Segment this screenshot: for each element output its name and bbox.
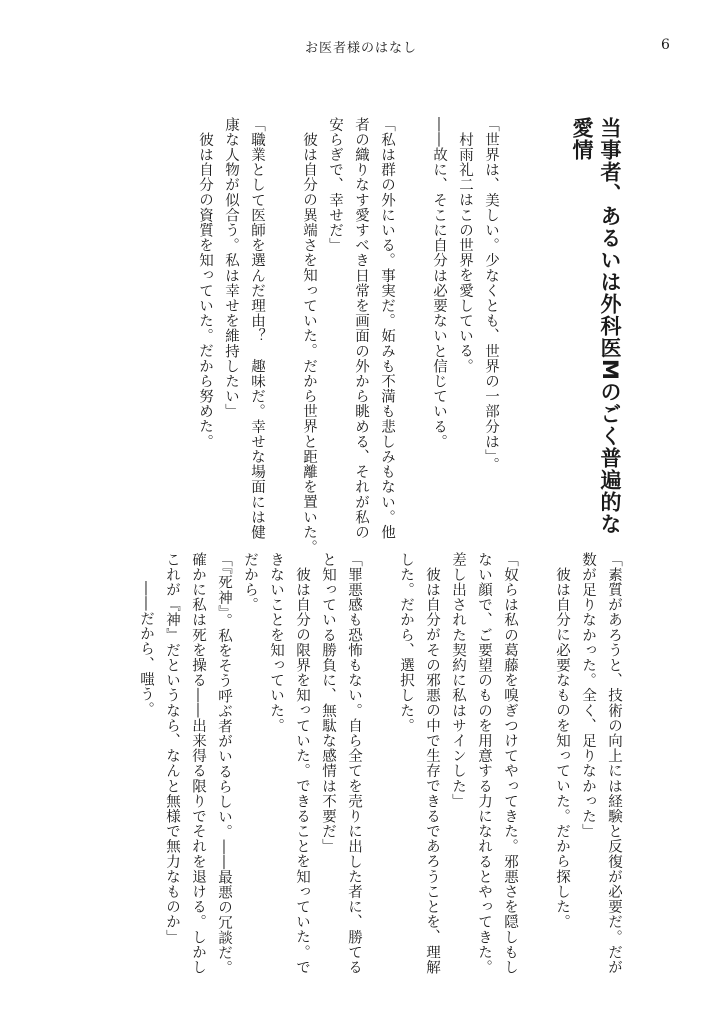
chapter-heading-line-1: 当事者、あるいは外科医Mのごく普遍的な: [598, 117, 622, 535]
text-line: 「世界は、美しい。少なくとも、世界の一部分は」。: [483, 117, 499, 473]
text-line: 安らぎで、幸せだ」: [327, 117, 343, 253]
text-line: だから。: [242, 552, 258, 613]
text-line: 「素質があろうと、技術の向上には経験と反復が必要だ。だが: [606, 552, 622, 975]
running-header-title: お医者様のはなし: [304, 41, 417, 56]
text-line: 彼は自分の異端さを知っていた。だから世界と距離を置いた。: [301, 131, 317, 555]
text-line: きないことを知っていた。: [268, 552, 284, 734]
text-line: 「職業として医師を選んだ理由？ 趣味だ。幸せな場面には健: [249, 117, 265, 540]
blank-line: [523, 552, 549, 972]
text-line: 康な人物が似合う。私は幸せを維持したい」: [223, 117, 239, 419]
text-line: と知っている勝負に、無駄な感情は不要だ」: [320, 552, 336, 854]
text-line: 「私は群の外にいる。事実だ。妬みも不満も悲しみもない。他: [379, 117, 395, 540]
page-number: 6: [661, 37, 670, 53]
text-line: ――だから、嗤う。: [138, 581, 154, 717]
text-line: 「『死神』。私をそう呼ぶ者がいるらしい。――最悪の冗談だ。: [216, 552, 232, 976]
text-line: 「罪悪感も恐怖もない。自ら全てを売りに出した者に、勝てる: [346, 552, 362, 975]
chapter-heading: [568, 117, 624, 535]
text-line: 彼は自分の資質を知っていた。だから努めた。: [197, 131, 213, 449]
text-line: 者の織りなす愛すべき日常を画面の外から眺める、それが私の: [353, 117, 369, 540]
text-line: ない顔で、ご要望のものを用意する力になれるとやってきた。: [476, 552, 492, 975]
text-line: 彼は自分に必要なものを知っていた。だから探した。: [554, 566, 570, 929]
text-line: 差し出された契約に私はサインした」: [450, 552, 466, 809]
blank-line: [367, 552, 393, 972]
text-line: これが『神』だというなら、なんと無様で無力なものか」: [164, 552, 180, 945]
blank-line: [270, 117, 296, 522]
chapter-heading-line-2: 愛情: [570, 117, 594, 161]
text-line: 村雨礼二はこの世界を愛している。: [457, 131, 473, 374]
text-line: 彼は自分がその邪悪の中で生存できるであろうことを、理解: [424, 566, 440, 975]
text-line: した。だから、選択した。: [398, 552, 414, 734]
blank-line: [400, 117, 426, 522]
lower-text-block: [133, 552, 627, 976]
text-line: 数が足りなかった。全く、足りなかった」: [580, 552, 596, 839]
upper-text-block: [192, 117, 504, 555]
text-line: 「奴らは私の葛藤を嗅ぎつけてやってきた。邪悪さを隠しもし: [502, 552, 518, 975]
text-line: 彼は自分の限界を知っていた。できることを知っていた。で: [294, 566, 310, 975]
text-line: 確かに私は死を操る――出来得る限りでそれを退ける。しかし: [190, 552, 206, 975]
text-line: ――故に、そこに自分は必要ないと信じている。: [431, 117, 447, 450]
